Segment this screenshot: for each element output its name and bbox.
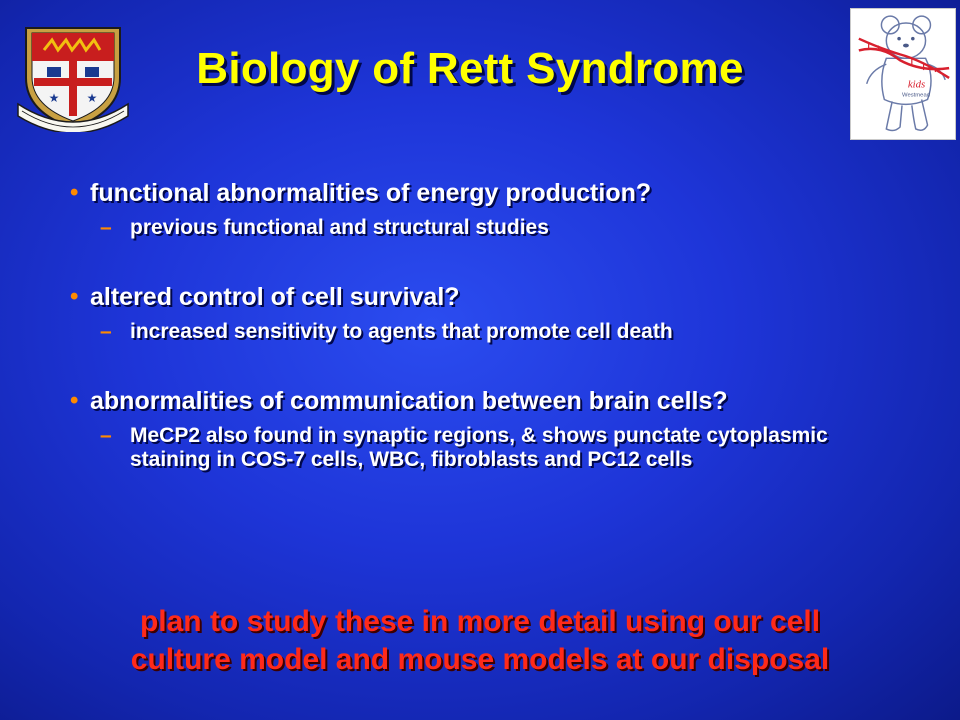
sub-bullet-text: increased sensitivity to agents that promote cell death [130, 320, 673, 343]
slide-title: Biology of Rett Syndrome [196, 44, 744, 93]
conclusion-line-2: culture model and mouse models at our disposal [130, 643, 830, 676]
bullet-text: functional abnormalities of energy production? [90, 179, 652, 207]
westmead-text: Westmead [902, 92, 931, 99]
sub-bullet-marker: – [100, 424, 112, 447]
sub-bullet-text: MeCP2 also found in synaptic regions, & shows punctate cytoplasmic staining in COS-7 cells, WBC, fibroblasts and PC12 cells [130, 424, 828, 471]
bullet-text: altered control of cell survival? [90, 283, 460, 311]
bullet-marker: • [70, 179, 79, 206]
sub-bullet-text: previous functional and structural studies [130, 216, 549, 239]
bullet-marker: • [70, 283, 79, 310]
sub-bullet-previous-studies [70, 216, 870, 240]
bullet-energy-production [70, 178, 930, 208]
bullet-brain-communication [70, 386, 930, 416]
sub-bullet-marker: – [100, 216, 112, 239]
conclusion-line-1: plan to study these in more detail using our cell [139, 605, 821, 638]
bullet-cell-survival [70, 282, 930, 312]
university-crest-logo [14, 20, 132, 132]
svg-text:★: ★ [86, 91, 98, 105]
sub-bullet-mecp2 [70, 424, 870, 472]
bullet-marker: • [70, 387, 79, 414]
sub-bullet-cell-death [70, 320, 870, 344]
bullet-text: abnormalities of communication between brain cells? [90, 387, 728, 415]
kids-text: kids [907, 78, 926, 91]
sub-bullet-marker: – [100, 320, 112, 343]
conclusion-text [30, 603, 930, 679]
kids-westmead-logo [850, 8, 956, 140]
svg-text:★: ★ [48, 91, 60, 105]
bullet-list [70, 178, 930, 472]
